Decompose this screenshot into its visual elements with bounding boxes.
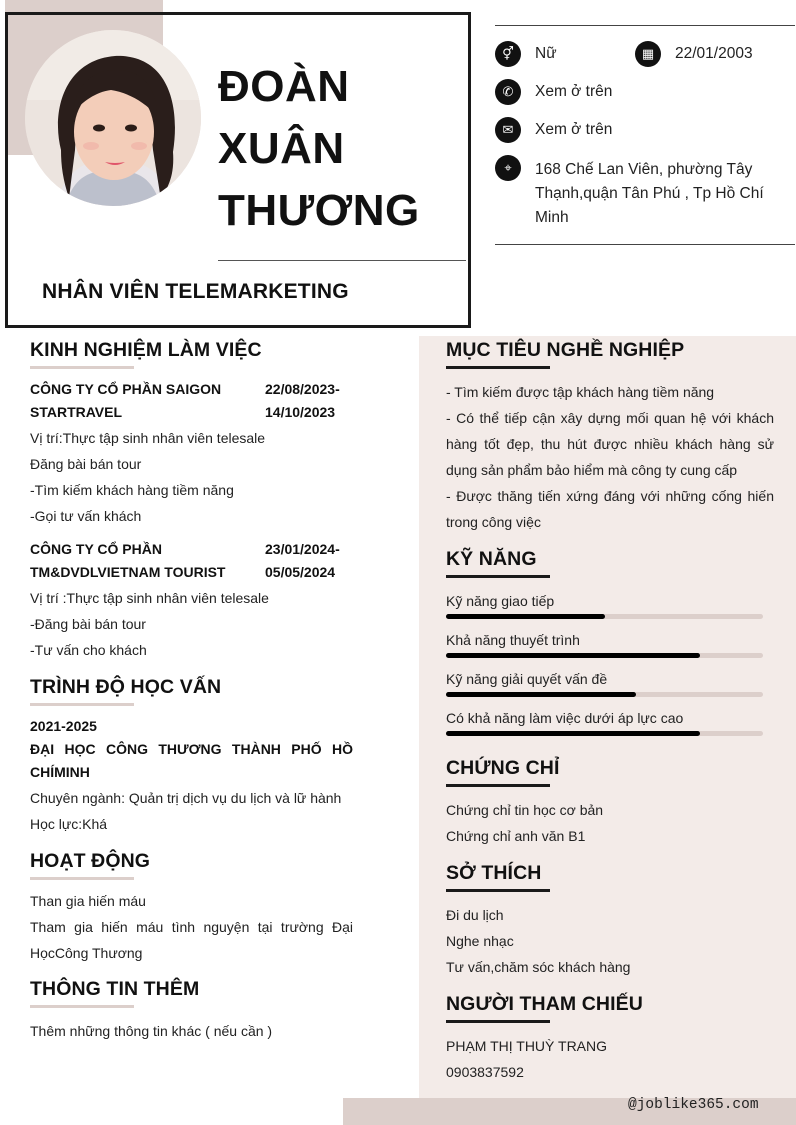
full-name (218, 56, 458, 242)
skill-bar-fill (446, 653, 700, 658)
certificates-title: CHỨNG CHỈ (446, 757, 560, 779)
job-2-line: -Tư vấn cho khách (30, 642, 147, 658)
skill-bar-fill (446, 692, 636, 697)
hobbies-list (446, 902, 630, 980)
job-1-line: Đăng bài bán tour (30, 456, 142, 472)
email-icon: ✉ (495, 117, 521, 143)
activity-line: Than gia hiến máu (30, 893, 146, 909)
skill-bar-track (446, 731, 763, 736)
reference-name: PHẠM THỊ THUỲ TRANG (446, 1038, 608, 1054)
skill-label: Kỹ năng giao tiếp (446, 593, 555, 609)
activities-underline (30, 877, 134, 880)
certificates-list (446, 797, 603, 849)
objective-block (446, 379, 774, 535)
contact-top-divider (495, 25, 795, 26)
profile-photo (25, 30, 201, 206)
skill-label: Khả năng thuyết trình (446, 632, 580, 648)
skill-label: Có khả năng làm việc dưới áp lực cao (446, 710, 684, 726)
location-icon: ⌖ (495, 155, 521, 181)
job-title: NHÂN VIÊN TELEMARKETING (42, 280, 349, 303)
skill-bar-track (446, 614, 763, 619)
reference-phone: 0903837592 (446, 1064, 524, 1080)
job-2-company-line-2: TM&DVDLVIETNAM TOURIST (30, 564, 226, 580)
education-underline (30, 703, 134, 706)
address-text: 168 Chế Lan Viên, phường Tây Thạnh,quận Tân Phú , Tp Hồ Chí Minh (535, 161, 764, 226)
gender-text: Nữ (535, 45, 557, 62)
gender-icon: ⚥ (495, 41, 521, 67)
education-school-line-2: CHÍMINH (30, 764, 90, 780)
profile-photo-illustration (25, 30, 201, 206)
job-2-details (30, 585, 360, 663)
education-title: TRÌNH ĐỘ HỌC VẤN (30, 676, 222, 698)
job-1-line: -Gọi tư vấn khách (30, 508, 142, 524)
hobby-item: Đi du lịch (446, 907, 504, 923)
job-2-line: Vị trí :Thực tập sinh nhân viên telesale (30, 590, 269, 606)
extra-info-text: Thêm những thông tin khác ( nếu cần ) (30, 1023, 273, 1039)
email-text: Xem ở trên (535, 121, 613, 138)
hobby-item: Tư vấn,chăm sóc khách hàng (446, 959, 631, 975)
references-block (446, 1033, 607, 1085)
contact-bottom-divider (495, 244, 795, 245)
calendar-icon: ▦ (635, 41, 661, 67)
activities-title: HOẠT ĐỘNG (30, 850, 151, 872)
footer-watermark: @joblike365.com (628, 1097, 759, 1113)
skill-label: Kỹ năng giải quyết vấn đề (446, 671, 608, 687)
extra-info-title: THÔNG TIN THÊM (30, 978, 200, 1000)
certificate-item: Chứng chỉ tin học cơ bản (446, 802, 604, 818)
job-1-dates (265, 378, 365, 424)
certificate-item: Chứng chỉ anh văn B1 (446, 828, 586, 844)
job-2-date-end: 05/05/2024 (265, 564, 336, 580)
job-1-company-line-2: STARTRAVEL (30, 404, 123, 420)
skills-underline (446, 575, 550, 578)
education-major: Chuyên ngành: Quản trị dịch vụ du lịch và lữ hành (30, 790, 342, 806)
hobbies-title: SỞ THÍCH (446, 862, 542, 884)
job-2-date-start: 23/01/2024- (265, 541, 340, 557)
job-1-company-line-1: CÔNG TY CỔ PHẦN SAIGON (30, 381, 222, 397)
job-1-date-end: 14/10/2023 (265, 404, 336, 420)
references-title: NGƯỜI THAM CHIẾU (446, 993, 643, 1015)
job-1-details (30, 425, 360, 529)
experience-underline (30, 366, 134, 369)
skill-bar-fill (446, 614, 605, 619)
job-1-line: Vị trí:Thực tập sinh nhân viên telesale (30, 430, 266, 446)
activity-line: Tham gia hiến máu tình nguyện tại trường Đại (30, 919, 353, 935)
extra-info-underline (30, 1005, 134, 1008)
name-divider (218, 260, 466, 261)
dob-text: 22/01/2003 (675, 45, 753, 62)
activities-block (30, 888, 353, 966)
skill-bar-track (446, 653, 763, 658)
objective-line: - Được thăng tiến xứng đáng với những cống hiến (446, 488, 774, 504)
job-2-line: -Đăng bài bán tour (30, 616, 146, 632)
education-grade: Học lực:Khá (30, 816, 108, 832)
objective-line: dụng sản phẩm bảo hiểm mà công ty cung cấp (446, 462, 738, 478)
objective-line: - Tìm kiếm được tập khách hàng tiềm năng (446, 384, 715, 400)
objective-underline (446, 366, 550, 369)
objective-title: MỤC TIÊU NGHỀ NGHIỆP (446, 339, 685, 361)
name-line-3: THƯƠNG (218, 186, 420, 235)
education-block (30, 715, 353, 837)
skills-title: KỸ NĂNG (446, 548, 537, 570)
job-2-company (30, 538, 260, 584)
job-2-company-line-1: CÔNG TY CỔ PHẦN (30, 541, 162, 557)
objective-line: - Có thể tiếp cận xây dựng mối quan hệ với khách (446, 410, 774, 426)
activity-line: HọcCông Thương (30, 945, 143, 961)
objective-line: hàng tốt đẹp, thu hút được nhiều khách hàng sử (446, 436, 774, 452)
hobbies-underline (446, 889, 550, 892)
job-1-line: -Tìm kiếm khách hàng tiềm năng (30, 482, 234, 498)
references-underline (446, 1020, 550, 1023)
skill-bar-fill (446, 731, 700, 736)
experience-title: KINH NGHIỆM LÀM VIỆC (30, 339, 262, 361)
job-1-company (30, 378, 260, 424)
job-2-dates (265, 538, 365, 584)
job-1-date-start: 22/08/2023- (265, 381, 340, 397)
objective-line: trong công việc (446, 514, 541, 530)
name-line-2: XUÂN (218, 124, 345, 173)
hobby-item: Nghe nhạc (446, 933, 514, 949)
phone-icon: ✆ (495, 79, 521, 105)
certificates-underline (446, 784, 550, 787)
skill-bar-track (446, 692, 763, 697)
education-years: 2021-2025 (30, 718, 97, 734)
education-school-line-1: ĐẠI HỌC CÔNG THƯƠNG THÀNH PHỐ HỒ (30, 741, 353, 757)
phone-text: Xem ở trên (535, 83, 613, 100)
name-line-1: ĐOÀN (218, 62, 350, 111)
